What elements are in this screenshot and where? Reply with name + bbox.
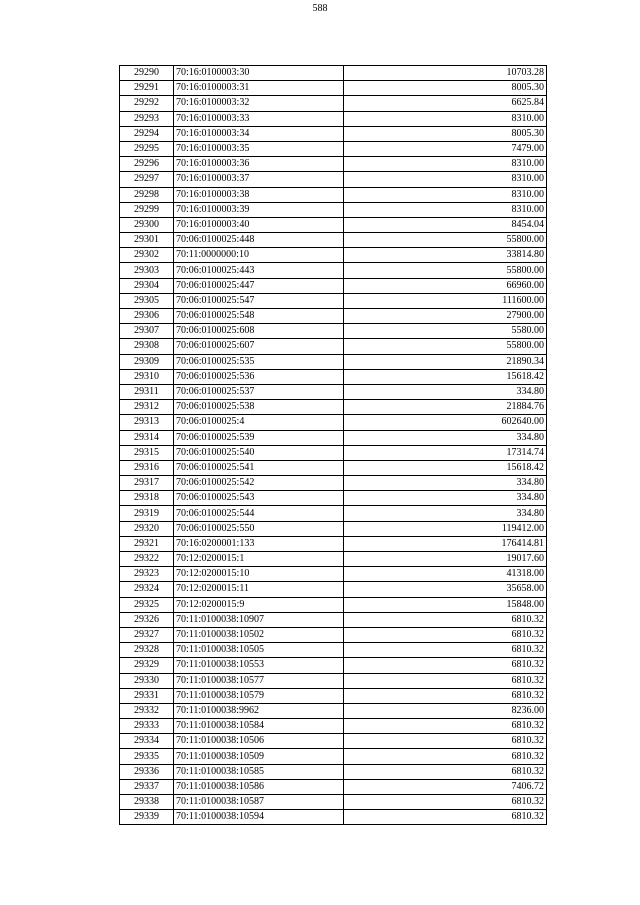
cadastral-number-cell: 70:16:0200001:133 xyxy=(174,536,344,551)
row-number-cell: 29317 xyxy=(120,476,174,491)
cadastral-number-cell: 70:16:0100003:35 xyxy=(174,141,344,156)
cadastral-number-cell: 70:11:0100038:10586 xyxy=(174,779,344,794)
value-cell: 6810.32 xyxy=(344,719,547,734)
cadastral-number-cell: 70:06:0100025:535 xyxy=(174,354,344,369)
row-number-cell: 29302 xyxy=(120,248,174,263)
row-number-cell: 29293 xyxy=(120,111,174,126)
table-row xyxy=(120,157,547,172)
table-row xyxy=(120,506,547,521)
value-cell: 334.80 xyxy=(344,476,547,491)
row-number-cell: 29330 xyxy=(120,673,174,688)
value-cell: 119412.00 xyxy=(344,521,547,536)
value-cell: 19017.60 xyxy=(344,552,547,567)
value-cell: 6810.32 xyxy=(344,764,547,779)
value-cell: 6810.32 xyxy=(344,627,547,642)
row-number-cell: 29322 xyxy=(120,552,174,567)
row-number-cell: 29337 xyxy=(120,779,174,794)
table-row xyxy=(120,187,547,202)
cadastral-number-cell: 70:11:0100038:10907 xyxy=(174,612,344,627)
row-number-cell: 29320 xyxy=(120,521,174,536)
value-cell: 334.80 xyxy=(344,491,547,506)
row-number-cell: 29334 xyxy=(120,734,174,749)
value-cell: 6810.32 xyxy=(344,795,547,810)
value-cell: 21890.34 xyxy=(344,354,547,369)
cadastral-number-cell: 70:06:0100025:448 xyxy=(174,233,344,248)
cadastral-number-cell: 70:12:0200015:10 xyxy=(174,567,344,582)
table-row xyxy=(120,552,547,567)
table-row xyxy=(120,248,547,263)
cadastral-number-cell: 70:06:0100025:539 xyxy=(174,430,344,445)
row-number-cell: 29303 xyxy=(120,263,174,278)
table-row xyxy=(120,66,547,81)
value-cell: 602640.00 xyxy=(344,415,547,430)
table-row xyxy=(120,734,547,749)
table-row xyxy=(120,795,547,810)
cadastral-number-cell: 70:06:0100025:547 xyxy=(174,293,344,308)
value-cell: 55800.00 xyxy=(344,263,547,278)
row-number-cell: 29333 xyxy=(120,719,174,734)
cadastral-number-cell: 70:06:0100025:541 xyxy=(174,460,344,475)
row-number-cell: 29329 xyxy=(120,658,174,673)
cadastral-number-cell: 70:11:0100038:10577 xyxy=(174,673,344,688)
table-row xyxy=(120,430,547,445)
table-row xyxy=(120,324,547,339)
row-number-cell: 29304 xyxy=(120,278,174,293)
cadastral-number-cell: 70:11:0100038:10553 xyxy=(174,658,344,673)
table-row xyxy=(120,96,547,111)
table-row xyxy=(120,445,547,460)
cadastral-number-cell: 70:06:0100025:536 xyxy=(174,369,344,384)
value-cell: 8236.00 xyxy=(344,703,547,718)
row-number-cell: 29321 xyxy=(120,536,174,551)
cadastral-number-cell: 70:11:0100038:10594 xyxy=(174,810,344,825)
row-number-cell: 29325 xyxy=(120,597,174,612)
table-row xyxy=(120,779,547,794)
value-cell: 8005.30 xyxy=(344,81,547,96)
cadastral-number-cell: 70:12:0200015:11 xyxy=(174,582,344,597)
cadastral-number-cell: 70:06:0100025:548 xyxy=(174,309,344,324)
value-cell: 6810.32 xyxy=(344,643,547,658)
row-number-cell: 29306 xyxy=(120,309,174,324)
cadastral-number-cell: 70:16:0100003:31 xyxy=(174,81,344,96)
cadastral-number-cell: 70:11:0100038:10584 xyxy=(174,719,344,734)
value-cell: 8454.04 xyxy=(344,217,547,232)
value-cell: 8310.00 xyxy=(344,111,547,126)
cadastral-number-cell: 70:11:0100038:10506 xyxy=(174,734,344,749)
table-row xyxy=(120,460,547,475)
value-cell: 8310.00 xyxy=(344,157,547,172)
row-number-cell: 29323 xyxy=(120,567,174,582)
table-row xyxy=(120,476,547,491)
row-number-cell: 29291 xyxy=(120,81,174,96)
row-number-cell: 29305 xyxy=(120,293,174,308)
table-row xyxy=(120,643,547,658)
table-row xyxy=(120,658,547,673)
value-cell: 8310.00 xyxy=(344,202,547,217)
row-number-cell: 29307 xyxy=(120,324,174,339)
cadastral-number-cell: 70:06:0100025:540 xyxy=(174,445,344,460)
table-row xyxy=(120,81,547,96)
table-row xyxy=(120,703,547,718)
value-cell: 7406.72 xyxy=(344,779,547,794)
table-row xyxy=(120,293,547,308)
table-row xyxy=(120,172,547,187)
table-row xyxy=(120,278,547,293)
row-number-cell: 29339 xyxy=(120,810,174,825)
table-row xyxy=(120,263,547,278)
table-row xyxy=(120,415,547,430)
cadastral-number-cell: 70:16:0100003:40 xyxy=(174,217,344,232)
cadastral-number-cell: 70:16:0100003:33 xyxy=(174,111,344,126)
row-number-cell: 29300 xyxy=(120,217,174,232)
value-cell: 6810.32 xyxy=(344,673,547,688)
cadastral-number-cell: 70:16:0100003:34 xyxy=(174,126,344,141)
table-row xyxy=(120,354,547,369)
table-row xyxy=(120,764,547,779)
value-cell: 17314.74 xyxy=(344,445,547,460)
cadastral-number-cell: 70:11:0100038:10505 xyxy=(174,643,344,658)
row-number-cell: 29310 xyxy=(120,369,174,384)
value-cell: 33814.80 xyxy=(344,248,547,263)
value-cell: 6810.32 xyxy=(344,688,547,703)
cadastral-number-cell: 70:12:0200015:9 xyxy=(174,597,344,612)
cadastral-number-cell: 70:06:0100025:537 xyxy=(174,384,344,399)
value-cell: 6810.32 xyxy=(344,749,547,764)
cadastral-number-cell: 70:06:0100025:542 xyxy=(174,476,344,491)
value-cell: 334.80 xyxy=(344,430,547,445)
row-number-cell: 29336 xyxy=(120,764,174,779)
cadastral-number-cell: 70:06:0100025:543 xyxy=(174,491,344,506)
table-row xyxy=(120,810,547,825)
row-number-cell: 29311 xyxy=(120,384,174,399)
value-cell: 27900.00 xyxy=(344,309,547,324)
table-row xyxy=(120,749,547,764)
value-cell: 55800.00 xyxy=(344,233,547,248)
cadastral-number-cell: 70:11:0100038:10579 xyxy=(174,688,344,703)
cadastral-number-cell: 70:16:0100003:36 xyxy=(174,157,344,172)
page-number: 588 xyxy=(312,3,328,14)
row-number-cell: 29294 xyxy=(120,126,174,141)
table-row xyxy=(120,567,547,582)
value-cell: 15618.42 xyxy=(344,460,547,475)
value-cell: 7479.00 xyxy=(344,141,547,156)
table-row xyxy=(120,111,547,126)
cadastral-number-cell: 70:12:0200015:1 xyxy=(174,552,344,567)
value-cell: 6810.32 xyxy=(344,658,547,673)
table-row xyxy=(120,339,547,354)
table-row xyxy=(120,384,547,399)
value-cell: 66960.00 xyxy=(344,278,547,293)
table-row xyxy=(120,597,547,612)
cadastral-value-table xyxy=(119,65,547,825)
row-number-cell: 29324 xyxy=(120,582,174,597)
cadastral-number-cell: 70:06:0100025:550 xyxy=(174,521,344,536)
cadastral-number-cell: 70:11:0100038:10587 xyxy=(174,795,344,810)
table-row xyxy=(120,612,547,627)
cadastral-number-cell: 70:11:0100038:10585 xyxy=(174,764,344,779)
cadastral-number-cell: 70:16:0100003:39 xyxy=(174,202,344,217)
row-number-cell: 29295 xyxy=(120,141,174,156)
row-number-cell: 29316 xyxy=(120,460,174,475)
value-cell: 21884.76 xyxy=(344,400,547,415)
value-cell: 35658.00 xyxy=(344,582,547,597)
table-row xyxy=(120,126,547,141)
cadastral-number-cell: 70:06:0100025:544 xyxy=(174,506,344,521)
row-number-cell: 29338 xyxy=(120,795,174,810)
table-row xyxy=(120,141,547,156)
row-number-cell: 29332 xyxy=(120,703,174,718)
cadastral-number-cell: 70:06:0100025:443 xyxy=(174,263,344,278)
table-row xyxy=(120,202,547,217)
row-number-cell: 29318 xyxy=(120,491,174,506)
cadastral-number-cell: 70:06:0100025:4 xyxy=(174,415,344,430)
row-number-cell: 29328 xyxy=(120,643,174,658)
value-cell: 55800.00 xyxy=(344,339,547,354)
row-number-cell: 29308 xyxy=(120,339,174,354)
table-row xyxy=(120,400,547,415)
cadastral-number-cell: 70:16:0100003:38 xyxy=(174,187,344,202)
row-number-cell: 29296 xyxy=(120,157,174,172)
row-number-cell: 29327 xyxy=(120,627,174,642)
table-row xyxy=(120,491,547,506)
cadastral-number-cell: 70:11:0100038:10509 xyxy=(174,749,344,764)
table-row xyxy=(120,521,547,536)
row-number-cell: 29299 xyxy=(120,202,174,217)
row-number-cell: 29313 xyxy=(120,415,174,430)
value-cell: 41318.00 xyxy=(344,567,547,582)
value-cell: 15618.42 xyxy=(344,369,547,384)
table-row xyxy=(120,217,547,232)
table-row xyxy=(120,719,547,734)
value-cell: 10703.28 xyxy=(344,66,547,81)
row-number-cell: 29309 xyxy=(120,354,174,369)
value-cell: 15848.00 xyxy=(344,597,547,612)
table-body xyxy=(120,66,547,825)
row-number-cell: 29290 xyxy=(120,66,174,81)
row-number-cell: 29335 xyxy=(120,749,174,764)
row-number-cell: 29315 xyxy=(120,445,174,460)
value-cell: 111600.00 xyxy=(344,293,547,308)
row-number-cell: 29314 xyxy=(120,430,174,445)
cadastral-number-cell: 70:06:0100025:447 xyxy=(174,278,344,293)
table-row xyxy=(120,369,547,384)
row-number-cell: 29292 xyxy=(120,96,174,111)
row-number-cell: 29298 xyxy=(120,187,174,202)
row-number-cell: 29312 xyxy=(120,400,174,415)
table-row xyxy=(120,627,547,642)
table-row xyxy=(120,233,547,248)
value-cell: 8005.30 xyxy=(344,126,547,141)
table-row xyxy=(120,536,547,551)
row-number-cell: 29301 xyxy=(120,233,174,248)
table-row xyxy=(120,673,547,688)
cadastral-number-cell: 70:11:0100038:10502 xyxy=(174,627,344,642)
row-number-cell: 29319 xyxy=(120,506,174,521)
value-cell: 6810.32 xyxy=(344,810,547,825)
cadastral-number-cell: 70:16:0100003:32 xyxy=(174,96,344,111)
cadastral-number-cell: 70:16:0100003:37 xyxy=(174,172,344,187)
table-row xyxy=(120,582,547,597)
cadastral-number-cell: 70:06:0100025:538 xyxy=(174,400,344,415)
cadastral-number-cell: 70:11:0100038:9962 xyxy=(174,703,344,718)
cadastral-number-cell: 70:16:0100003:30 xyxy=(174,66,344,81)
value-cell: 6810.32 xyxy=(344,734,547,749)
cadastral-number-cell: 70:06:0100025:608 xyxy=(174,324,344,339)
value-cell: 334.80 xyxy=(344,506,547,521)
value-cell: 5580.00 xyxy=(344,324,547,339)
row-number-cell: 29326 xyxy=(120,612,174,627)
row-number-cell: 29331 xyxy=(120,688,174,703)
value-cell: 8310.00 xyxy=(344,172,547,187)
value-cell: 8310.00 xyxy=(344,187,547,202)
value-cell: 6625.84 xyxy=(344,96,547,111)
table-row xyxy=(120,688,547,703)
table-row xyxy=(120,309,547,324)
cadastral-number-cell: 70:06:0100025:607 xyxy=(174,339,344,354)
row-number-cell: 29297 xyxy=(120,172,174,187)
value-cell: 6810.32 xyxy=(344,612,547,627)
value-cell: 334.80 xyxy=(344,384,547,399)
value-cell: 176414.81 xyxy=(344,536,547,551)
cadastral-number-cell: 70:11:0000000:10 xyxy=(174,248,344,263)
